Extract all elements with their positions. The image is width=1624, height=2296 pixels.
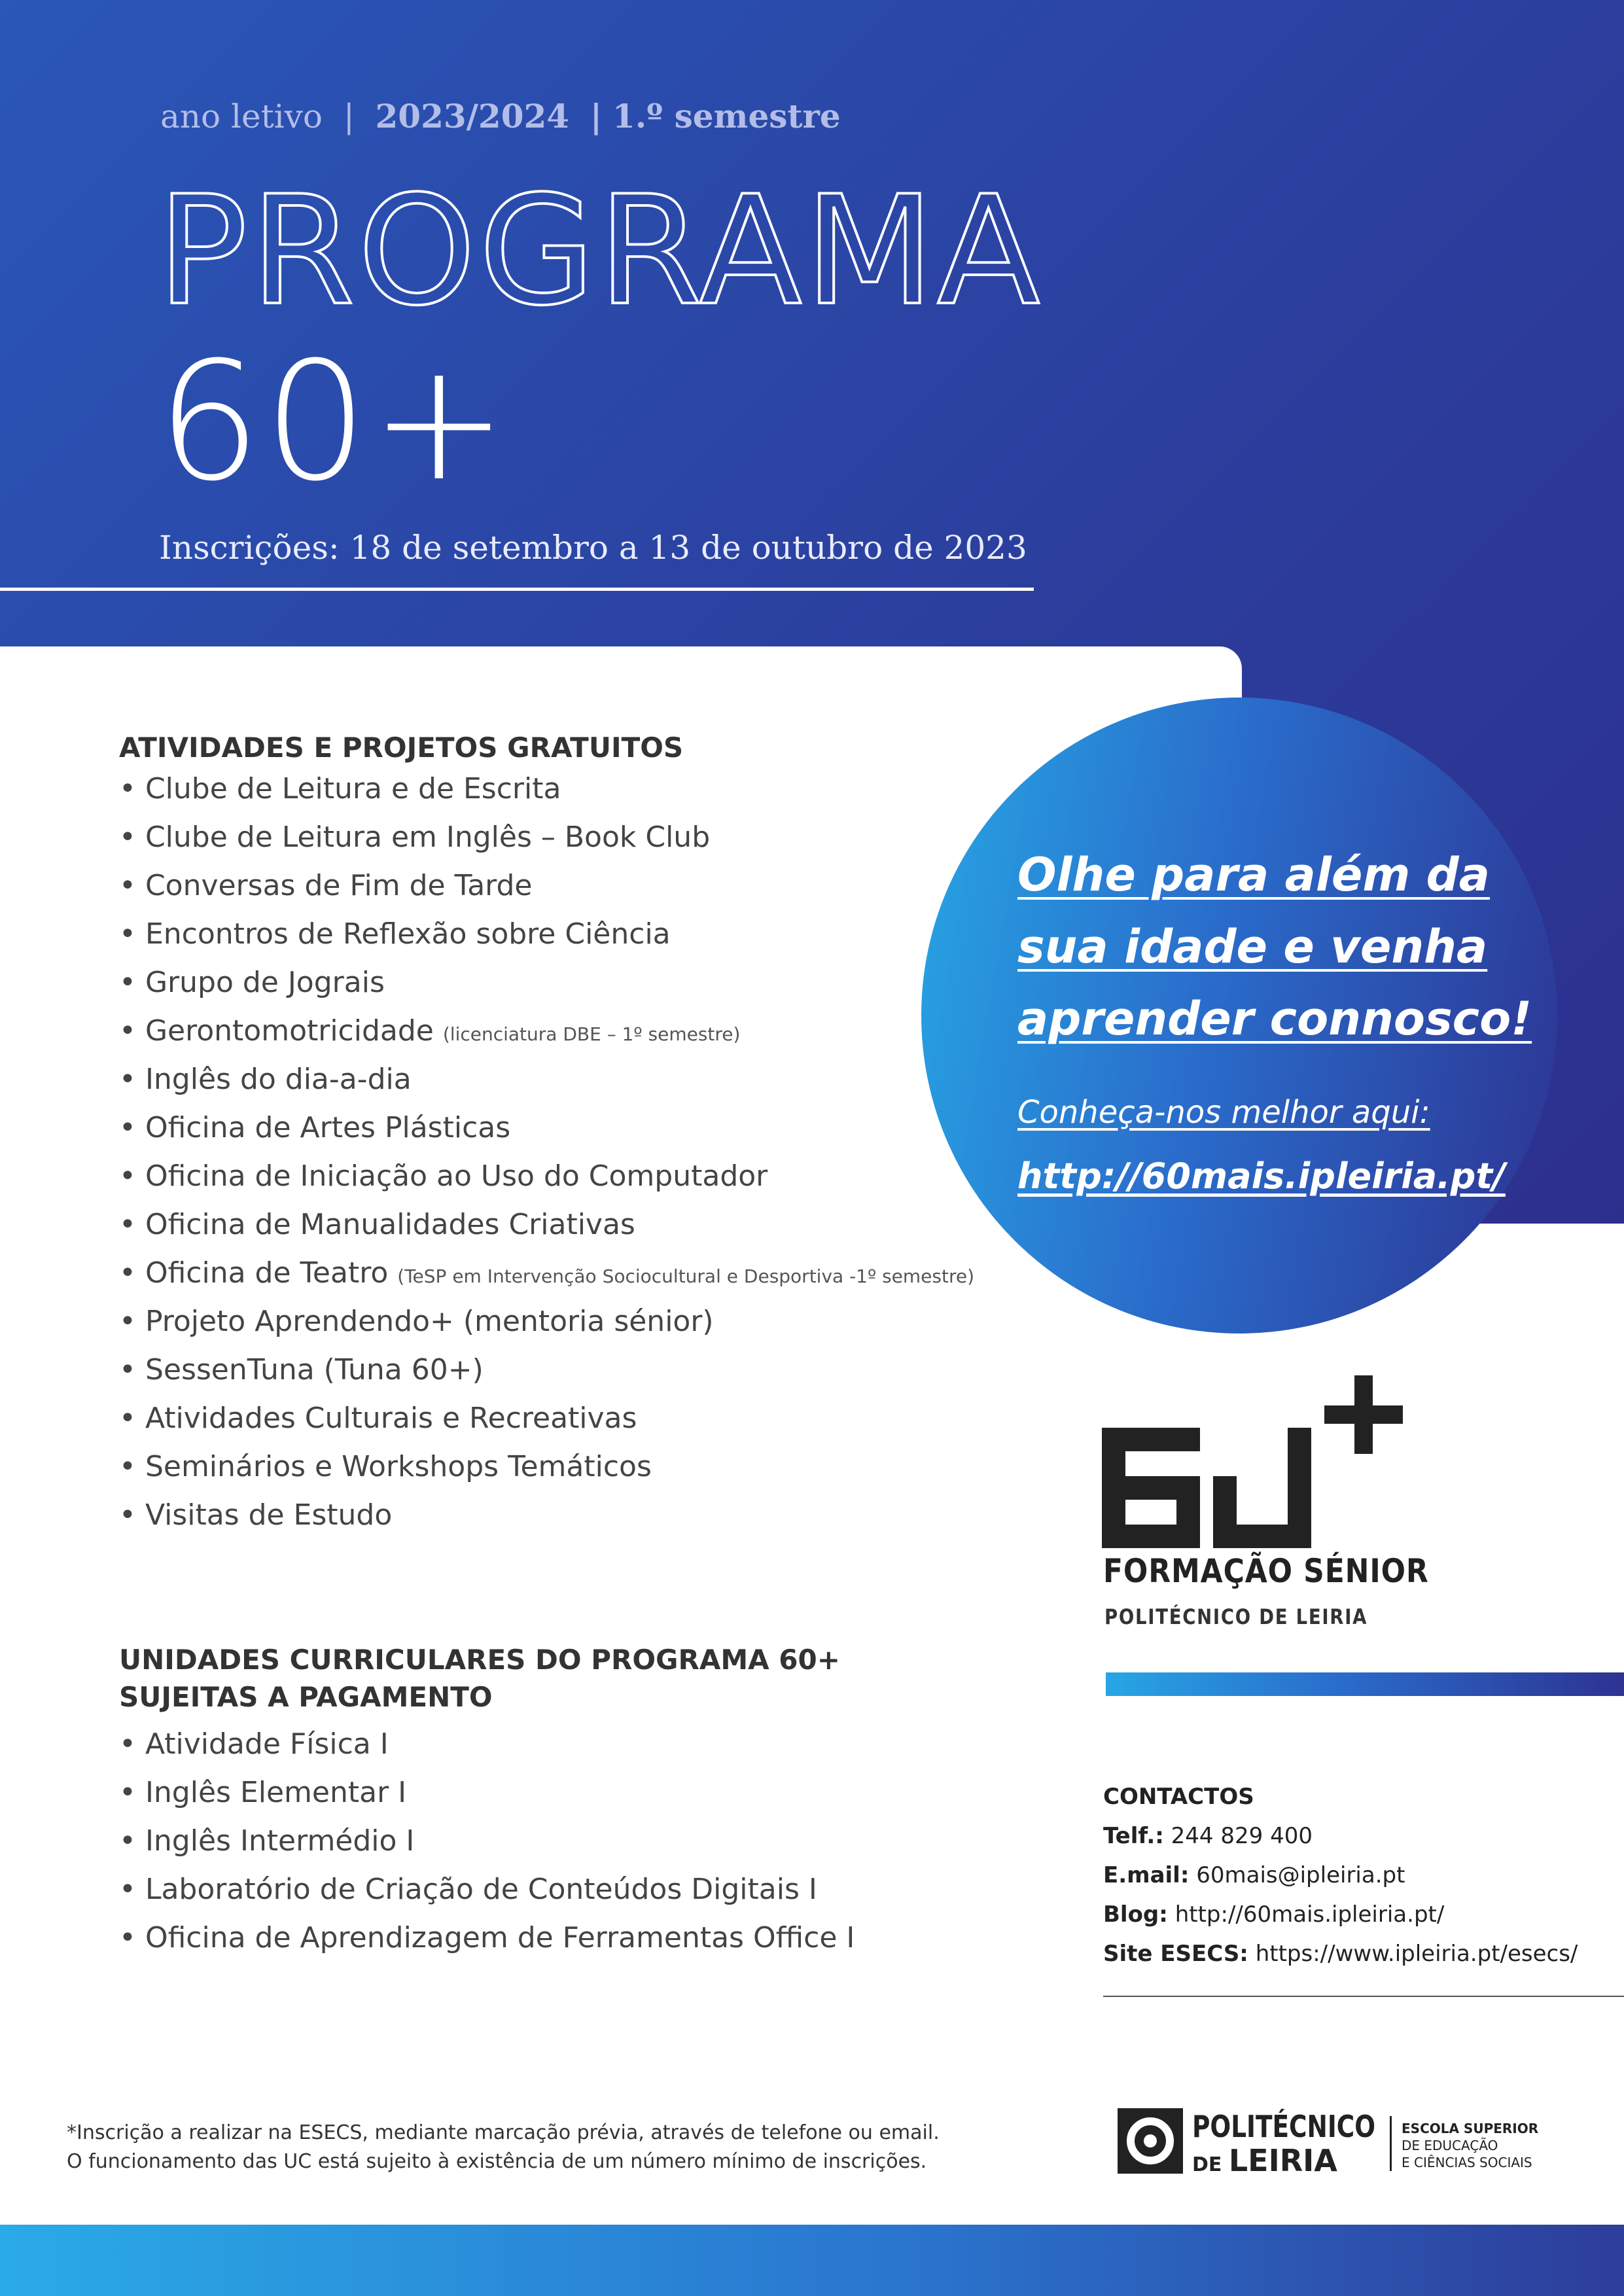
divider — [0, 588, 1034, 591]
list-item — [119, 1353, 974, 1402]
list-item-text: • Seminários e Workshops Temáticos — [119, 1450, 652, 1483]
footnote-line: O funcionamento das UC está sujeito à existência de um número mínimo de inscrições. — [67, 2150, 927, 2173]
list-item: • Atividade Física I — [119, 1727, 389, 1761]
site-value[interactable]: https://www.ipleiria.pt/esecs/ — [1255, 1941, 1578, 1967]
list-item-text: • Inglês do dia-a-dia — [119, 1063, 412, 1096]
phone-row — [1103, 1816, 1578, 1856]
academic-year-line — [160, 97, 841, 135]
list-item-note: (TeSP em Intervenção Sociocultural e Desportiva -1º semestre) — [397, 1265, 975, 1287]
list-item — [119, 1063, 974, 1111]
logo-subtitle: FORMAÇÃO SÉNIOR — [1103, 1552, 1429, 1590]
ipl-name-line2 — [1192, 2143, 1337, 2178]
list-item: • Inglês Intermédio I — [119, 1824, 415, 1858]
footnote — [67, 2119, 940, 2176]
phone-label: Telf.: — [1103, 1823, 1164, 1849]
paid-units-title — [119, 1644, 840, 1713]
site-label: Site ESECS: — [1103, 1941, 1248, 1967]
list-item — [119, 1256, 974, 1305]
title-60plus: 60+ — [157, 327, 510, 517]
school-line1: ESCOLA SUPERIOR — [1402, 2121, 1539, 2136]
blog-row — [1103, 1895, 1578, 1934]
list-item: • Laboratório de Criação de Conteúdos Digitais I — [119, 1873, 817, 1906]
title-programa: PROGRAMA — [157, 164, 1043, 339]
know-us-text: Conheça-nos melhor aqui: — [1017, 1094, 1430, 1131]
slogan-line: sua idade e venha — [1017, 920, 1488, 974]
list-item-text: • SessenTuna (Tuna 60+) — [119, 1353, 484, 1386]
list-item — [119, 772, 974, 821]
phone-value[interactable]: 244 829 400 — [1171, 1823, 1313, 1849]
list-item — [119, 1498, 974, 1547]
logo-six-bottom — [1102, 1525, 1200, 1548]
list-item — [119, 869, 974, 917]
list-item-text: • Oficina de Teatro — [119, 1256, 389, 1290]
site-row — [1103, 1934, 1578, 1973]
slogan-line: Olhe para além da — [1017, 848, 1491, 902]
logo-plus-v — [1354, 1375, 1373, 1454]
email-row — [1103, 1856, 1578, 1895]
list-item-text: • Encontros de Reflexão sobre Ciência — [119, 917, 671, 951]
bottom-bar — [0, 2225, 1624, 2296]
list-item-text: • Grupo de Jograis — [119, 966, 385, 999]
list-item — [119, 917, 974, 966]
politecnico-leiria-logo — [1118, 2103, 1539, 2178]
logo-separator — [1390, 2116, 1392, 2171]
ipl-name-line1: POLITÉCNICO — [1192, 2109, 1375, 2144]
ipl-de: DE — [1192, 2153, 1229, 2176]
divider — [1103, 1996, 1624, 1997]
page-title — [157, 164, 1043, 517]
blog-label: Blog: — [1103, 1901, 1168, 1928]
paid-units-title-line1: UNIDADES CURRICULARES DO PROGRAMA 60+ — [119, 1644, 840, 1676]
logo-zero-bottom — [1213, 1525, 1311, 1548]
footnote-line: *Inscrição a realizar na ESECS, mediante marcação prévia, através de telefone ou email. — [67, 2121, 940, 2144]
slogan — [1017, 839, 1541, 1055]
list-item-text: • Atividades Culturais e Recreativas — [119, 1402, 637, 1435]
school-line2: DE EDUCAÇÃO — [1402, 2138, 1498, 2153]
paid-units-list — [119, 1727, 855, 1969]
list-item — [119, 821, 974, 869]
list-item-text: • Clube de Leitura em Inglês – Book Club — [119, 821, 711, 854]
list-item — [119, 1111, 974, 1159]
list-item-text: • Projeto Aprendendo+ (mentoria sénior) — [119, 1305, 714, 1338]
list-item — [119, 1208, 974, 1256]
email-value[interactable]: 60mais@ipleiria.pt — [1196, 1862, 1405, 1888]
contacts-title: CONTACTOS — [1103, 1784, 1254, 1810]
logo-dot — [1144, 2134, 1157, 2147]
slogan-line: aprender connosco! — [1017, 992, 1532, 1046]
logo-institution: POLITÉCNICO DE LEIRIA — [1104, 1604, 1368, 1629]
accent-bar — [1106, 1672, 1624, 1696]
free-activities-list — [119, 772, 974, 1547]
separator: | — [343, 97, 355, 135]
list-item-text: • Oficina de Manualidades Criativas — [119, 1208, 635, 1241]
contacts-block — [1103, 1777, 1578, 1973]
formacao-senior-logo — [1102, 1365, 1416, 1561]
list-item — [119, 966, 974, 1014]
list-item — [119, 1159, 974, 1208]
list-item-text: • Clube de Leitura e de Escrita — [119, 772, 561, 805]
year-label: ano letivo — [160, 97, 323, 135]
free-activities-title: ATIVIDADES E PROJETOS GRATUITOS — [119, 732, 684, 764]
list-item-text: • Visitas de Estudo — [119, 1498, 393, 1532]
list-item-text: • Oficina de Iniciação ao Uso do Computador — [119, 1159, 768, 1193]
blog-value[interactable]: http://60mais.ipleiria.pt/ — [1174, 1901, 1445, 1928]
ipl-leiria: LEIRIA — [1228, 2143, 1337, 2178]
list-item-text: • Gerontomotricidade — [119, 1014, 434, 1048]
year-value: 2023/2024 — [375, 97, 570, 135]
email-label: E.mail: — [1103, 1862, 1190, 1888]
school-line3: E CIÊNCIAS SOCIAIS — [1402, 2155, 1532, 2170]
list-item — [119, 1014, 974, 1063]
list-item — [119, 1402, 974, 1450]
list-item-note: (licenciatura DBE – 1º semestre) — [442, 1023, 741, 1045]
registration-dates: Inscrições: 18 de setembro a 13 de outubro de 2023 — [159, 529, 1027, 567]
website-link[interactable]: http://60mais.ipleiria.pt/ — [1017, 1156, 1506, 1197]
list-item: • Inglês Elementar I — [119, 1776, 407, 1809]
list-item-text: • Oficina de Artes Plásticas — [119, 1111, 511, 1144]
separator: | — [590, 97, 603, 135]
list-item-text: • Conversas de Fim de Tarde — [119, 869, 533, 902]
list-item: • Oficina de Aprendizagem de Ferramentas Office I — [119, 1921, 855, 1954]
semester: 1.º semestre — [612, 97, 841, 135]
list-item — [119, 1450, 974, 1498]
paid-units-title-line2: SUJEITAS A PAGAMENTO — [119, 1681, 493, 1713]
list-item — [119, 1305, 974, 1353]
